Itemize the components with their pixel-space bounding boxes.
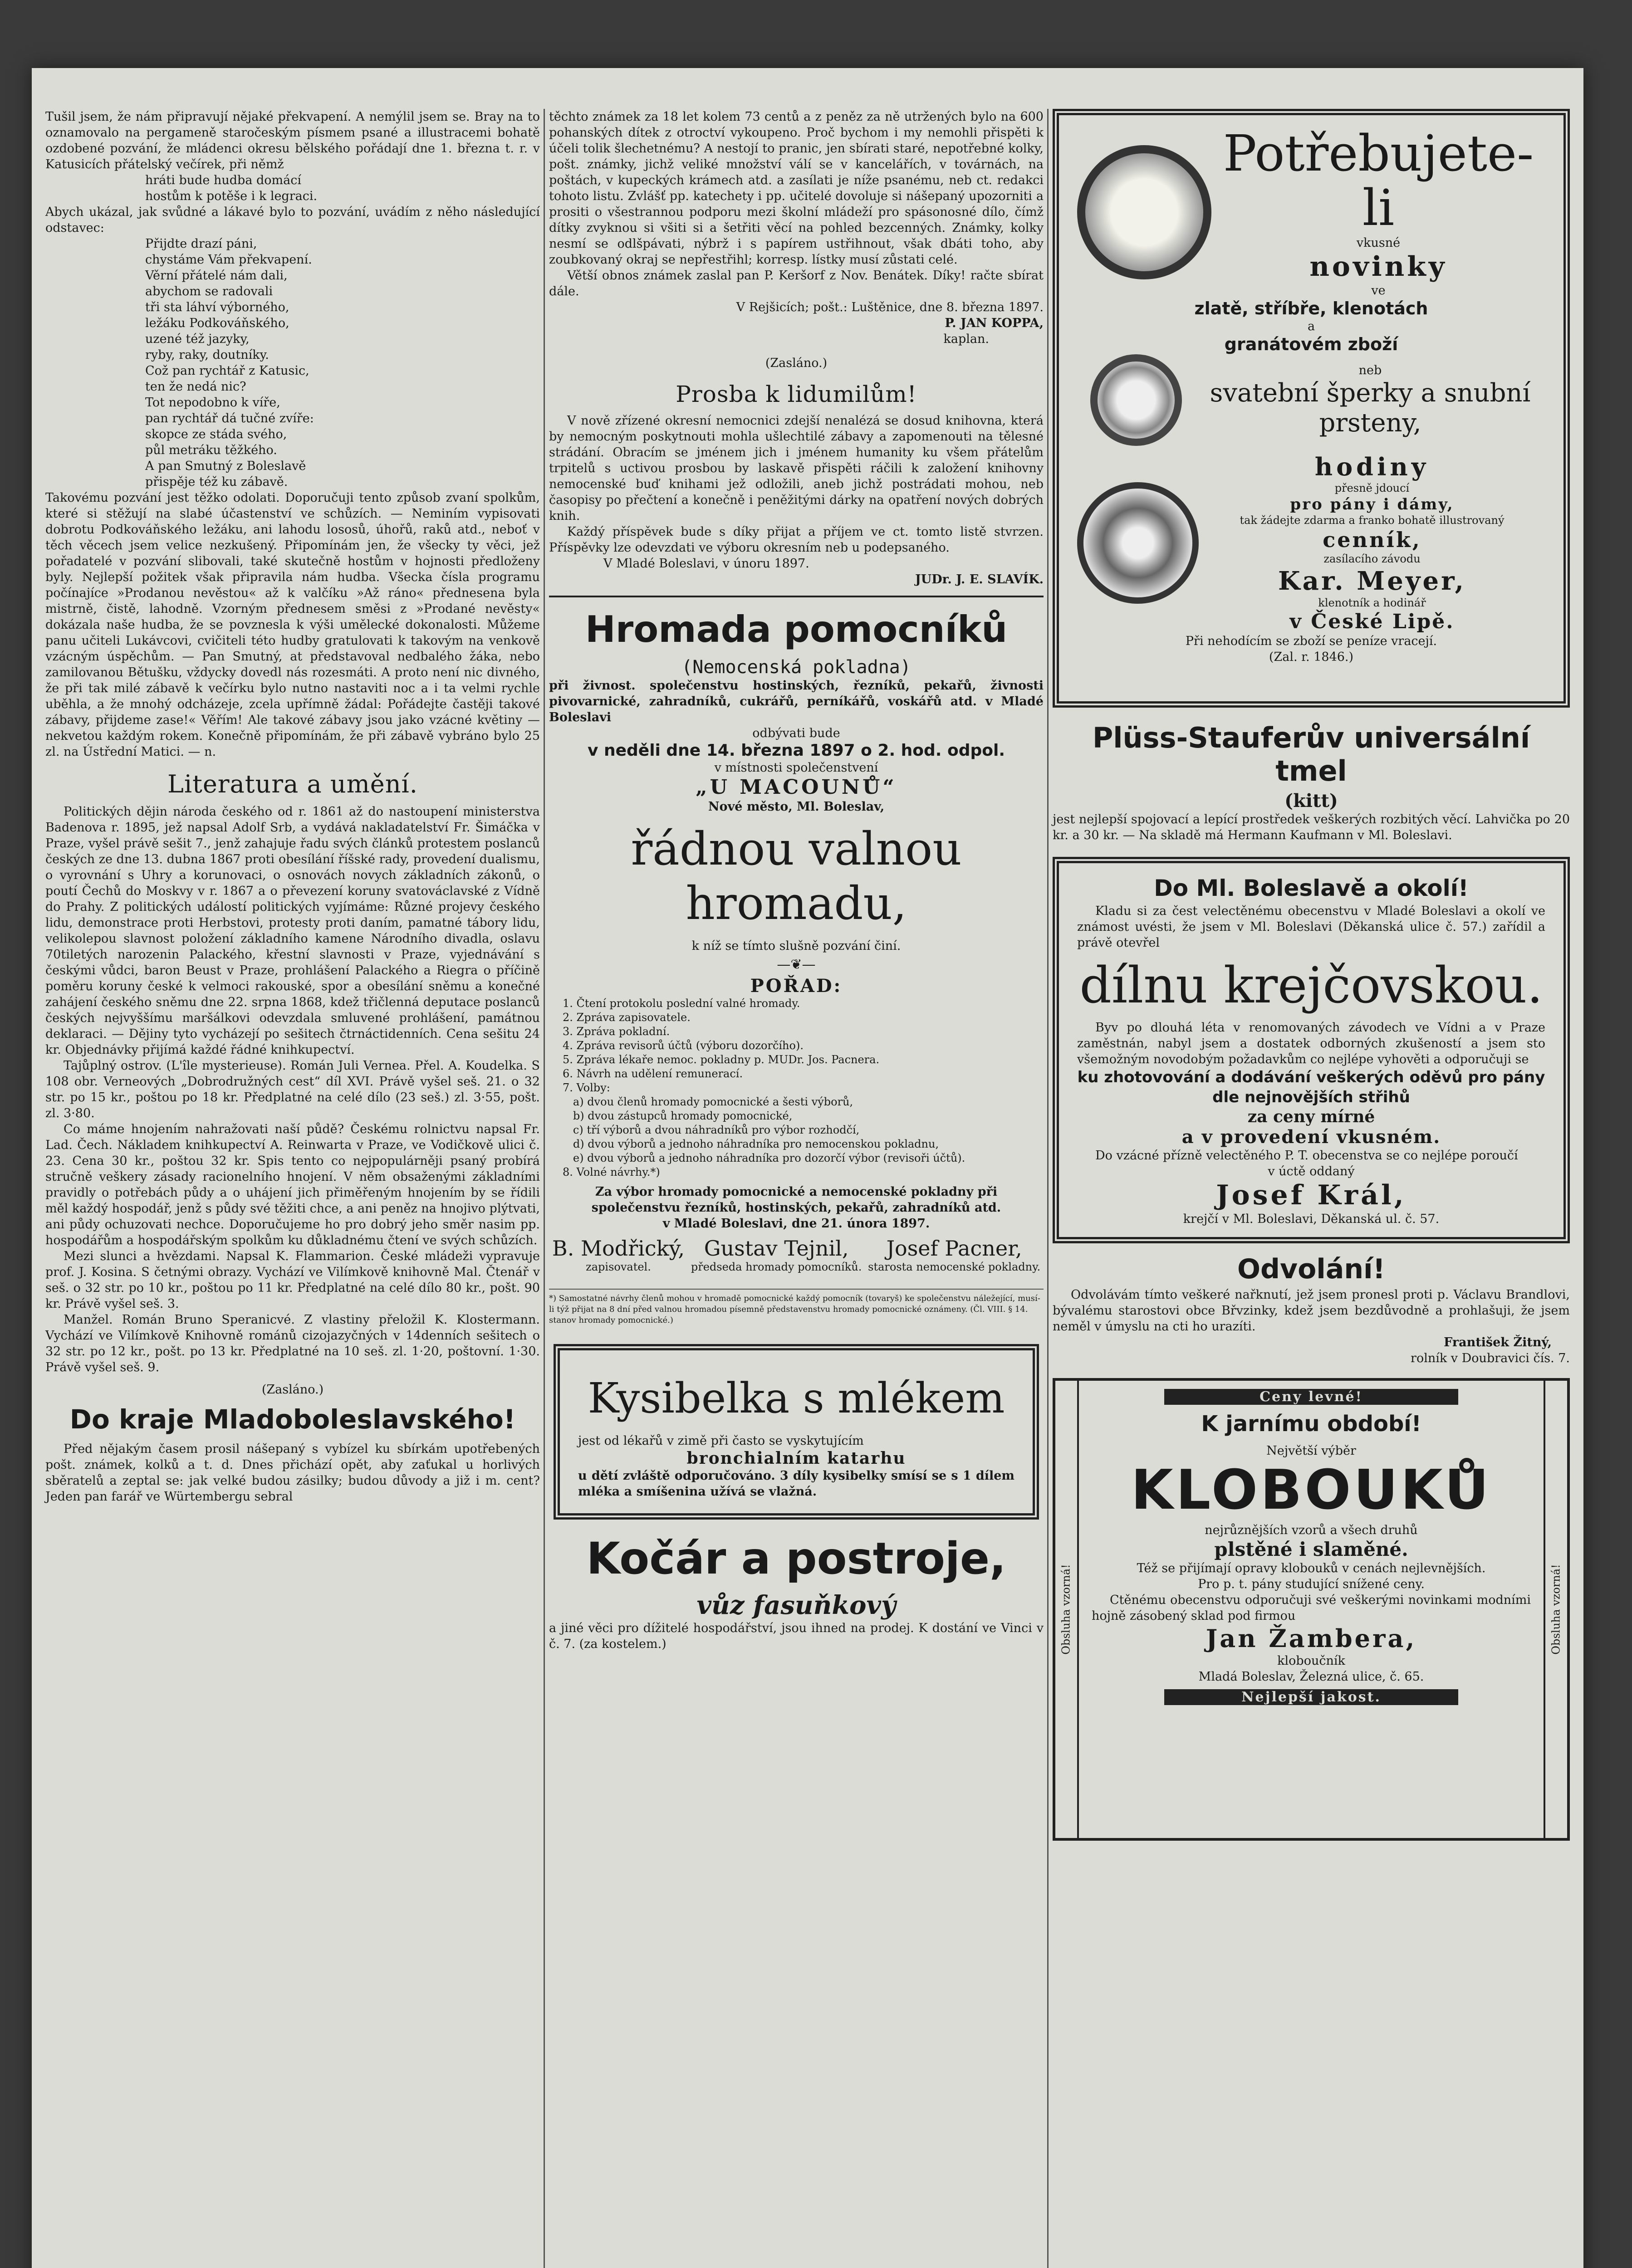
stamps-place: V Rejšicích; pošt.: Luštěnice, dne 8. března 1897.: [736, 300, 1044, 314]
literature-item: Manžel. Román Bruno Speranicvé. Z vlastiny přeložil K. Klostermann. Vychází ve Vilímkově Knihovně románů cizojazyčných v 14denních sešitech o 32 str. po 12 kr., pošt. po 13 kr. Předplatné na 10 seš. zl. 1·20, poštovní. 1·30. Právě vyšel seš. 9.: [45, 1313, 540, 1374]
hromada-misto: v místnosti společenstvení: [714, 761, 878, 775]
stamps-author-role: kaplan.: [943, 332, 989, 346]
kral-dilnu: dílnu krejčovskou.: [1079, 956, 1543, 1014]
meyer-vkusne: vkusné: [1356, 236, 1401, 250]
stamps-article: těchto známek za 18 let kolem 73 centů a z peněz za ně utržených bylo na 600 pohanských dítek z otroctví vykoupeno. Proč bychom i my nemohli přispěti k účeli tolik šlechetnému? A nestojí to pranic, jen sbírati staré, nepotřebné kolky, pošt. známky, jichž veliké množství válí se v kancelářích, v továrnách, na poštách, v kupeckých krámech atd. a zasílati je níže psanému, neb ct. redakci tohoto listu. Zvlášť pp. katechety i pp. učitelé dovoluje si nášepaný upozorniti a prositi o všestrannou podporu mezi školní mládeží pro spásonosné dílo, čímž dítky zvyknou si všiti si a šetřiti věcí na pohled bezcenných. Známky, kolky nesmí se odlšpávati, nýbrž i s papírem ustřihnout, však dbáti toho, aby zoubkovaný okraj se nepřestřihl; korresp. lístky musí zůstati celé.: [549, 110, 1044, 267]
kral-ceny: za ceny mírné: [1247, 1107, 1375, 1126]
prosba-text: V nově zřízené okresní nemocnici zdejší nenalézá se dosud knihovna, která by nemocným poskytnouti mohla ušlechtilé zábavy a zapomenouti na tělesné strádání. Obracím se jménem jich i jménem humanity ku všem přátelům trpitelů s uctivou prosbou by laskavě přispěti ráčili k založení knihovny nemocenské buď knihami jež odložili, aneb jichž postrádati mohou, neb časopisy po přečtení a konečně i peněžitými dárky na opatření nových dobrých knih.: [549, 414, 1044, 523]
literature-item: Co máme hnojením nahražovati naší půdě? Českému rolnictvu napsal Fr. Lad. Čech. Nákladem knihkupectví A. Reinwarta v Praze, ve Vodičkově ulici č. 23. Cena 30 kr., poštou 32 kr. Spis tento co nejpopulárněji psaný probírá stručně veškery zásady racionelního hnojení. V něm obsaženými základními pravidly o potřebách půdy a o uhájení jich přiměřeným hnojením by se řídili měl každý hospodář, jenž s půdy své těžiti chce, a ani peněz na hnojivo plýtvati, ani půdy ochuzovati nechce. Doporučujeme ho pro dobrý jeho směr nasim pp. hospodářům a hospodářským spolkům ku důkladnému čtení ve svých schůzích.: [45, 1122, 540, 1247]
zaslano-label: (Zasláno.): [765, 356, 828, 370]
kocar-subheading: vůz fasuňkový: [696, 1590, 896, 1620]
odvolani-address: rolník v Doubravici čís. 7.: [1411, 1351, 1570, 1365]
hromada-ad: [549, 596, 1044, 1326]
literature-item: Politických dějin národa českého od r. 1861 až do nastoupení ministerstva Badenova r. 1895, jež napsal Adolf Srb, a vydává nakladatelství Fr. Šimáčka v Praze, vyšel právě sešit 7., jenž zahajuje řadu svých článků protestem poslanců českých ze dne 13. dubna 1867 proti obesílání říšské rady, provedení dualismu, o vyrovnání s Uhry a korunovaci, o osnovách novych základních zákonů, o poutí Čechů do Moskvy v r. 1867 a o převezení koruny svatováclavské z Vídně do Prahy. Z politických událostí politických vyjímáme: Různé projevy českého lidu, demonstrace proti Herbstovi, protesty proti daním, pamatné tábory lidu, velikolepou slavnost položení základního kamene Národního divadla, oslavu 70tiletých narozenin Palackého, křestní slavnosti v Praze, vyjednávání s českými vůdci, baron Beust v Praze, prohlášení Palackého a Riegra o příčině poměru koruny české k velmoci rakouské, spor a obesílání sněmu a konečné zahájení českého sněmu dne 22. srpna 1868, kdež třičlenná deputace poslanců českých nejvyššímu maršálkovi odevzdala smluvené prohlášení, památnou deklaraci. — Dějiny tyto vycházejí po sešitech čtrnáctidenních. Cena sešitu 24 kr. Objednávky přijímá každé řádné knihkupectví.: [45, 805, 540, 1057]
meyer-hodiny: hodiny: [1314, 452, 1430, 481]
heading-prosba: Prosba k lidumilům!: [676, 381, 917, 407]
article-do-kraje: Před nějakým časem prosil nášepaný s vybízel ku sbírkám upotřebených pošt. známek, kolků a t. d. Dnes přichází opět, aby zaťukal u horlivých sběratelů a zeptal se: jak velké budou zásilky; budou důvody a již i m. cent? Jeden pan farář ve Würtembergu sebral: [45, 1442, 540, 1504]
zambera-text-2: Též se přijímají opravy klobouků v cenách nejlevnějších.: [1137, 1561, 1486, 1575]
zambera-bottom-banner: Nejlepší jakost.: [1164, 1689, 1458, 1705]
hromada-address: Nové město, Ml. Boleslav,: [708, 800, 885, 814]
newspaper-page: [32, 68, 1583, 2268]
zambera-name: Jan Žambera,: [1206, 1624, 1417, 1653]
meyer-cennik: cenník,: [1323, 528, 1421, 552]
ring-icon: [1090, 354, 1182, 446]
meyer-founded: (Zal. r. 1846.): [1269, 650, 1354, 664]
meyer-a: a: [1307, 319, 1315, 333]
kral-text-2: Byv po dlouhá léta v renomovaných závodech ve Vídni a v Praze zaměstnán, nabyl jsem a dostatek odborných zkušeností a jsem sto všemožným novodobým požadavkům co nejlépe vyhověti a odporučuji se: [1077, 1021, 1545, 1066]
column-divider: [544, 109, 545, 2268]
stamps-article-2: Větší obnos známek zaslal pan P. Keršorf z Nov. Benátek. Díky! račte sbírat dále.: [549, 269, 1044, 298]
kysibelka-heading: Kysibelka s mlékem: [588, 1374, 1005, 1422]
kocar-ad: [549, 1533, 1044, 1652]
porad-place: v Mladé Boleslavi, dne 21. února 1897.: [662, 1217, 930, 1231]
zambera-plstene: plstěné i slaměné.: [1214, 1538, 1408, 1560]
meyer-footer: Při nehodícím se zboží se peníze vracejí.: [1185, 634, 1437, 648]
signature-3: Josef Pacner, starosta nemocenské pokladny.: [868, 1236, 1041, 1273]
kral-heading: Do Ml. Boleslavě a okolí!: [1154, 875, 1469, 901]
kral-text-3: Do vzácné přízně velectěného P. T. obecenstva se co nejlépe poroučí: [1095, 1149, 1518, 1163]
kocar-text: a jiné věci pro dížitelé hospodářství, jsou ihned na prodej. K dostání ve Vinci v č. 7. (za kostelem.): [549, 1621, 1044, 1651]
meyer-top: [1077, 126, 1545, 298]
meyer-pro: pro pány i dámy,: [1290, 495, 1454, 513]
kysibelka-text-1: jest od lékařů v zimě při často se vyskytujícím: [578, 1434, 864, 1448]
odvolani-heading: Odvolání!: [1237, 1253, 1385, 1285]
literature-item: Tajůplný ostrov. (L'île mysterieuse). Román Juli Vernea. Přel. A. Koudelka. S 108 obr. Verneových „Dobrodružných cest“ díl XVI. Právě vyšel seš. 21. o 32 str. po 15 kr., poštou po 18 kr. Předplatné na celé dílo (23 seš.) zl. 3·55, pošt. zl. 3·80.: [45, 1059, 540, 1120]
article-paragraph: Abych ukázal, jak svůdné a lákavé bylo to pozvání, uvádím z něho následující odstavec:: [45, 205, 540, 235]
hromada-odbyvati: odbývati bude: [752, 726, 840, 740]
article-intro: Tušil jsem, že nám připravují nějaké překvapení. A nemýlil jsem se. Bray na to oznamovalo na pergameně staročeským písmem psané a illustracemi bohatě ozdobené pozvání, že mládenci okresu bělského pořádají dne 1. března t. r. v Katusicích přátelský večírek, při němž: [45, 110, 540, 171]
hromada-subheading: (Nemocenská pokladna): [681, 657, 911, 678]
pluss-kitt: (kitt): [1284, 790, 1338, 811]
column-left: [45, 109, 540, 1505]
kral-bold: ku zhotovování a dodávání veškerých oděvů pro pány dle nejnovějších střihů: [1077, 1068, 1545, 1106]
hromada-heading: Hromada pomocníků: [585, 608, 1008, 650]
kysibelka-text-3: u dětí zvláště odporučováno. 3 díly kysibelky smísí se s 1 dílem mléka a smíšenina užívá se vlažná.: [578, 1469, 1014, 1499]
signature-1: B. Modřický, zapisovatel.: [552, 1236, 685, 1273]
zambera-role: kloboučník: [1277, 1654, 1345, 1668]
meyer-granat: granátovém zboží: [1224, 334, 1398, 354]
meyer-neb: neb: [1358, 363, 1382, 377]
brooch-icon: [1077, 482, 1199, 604]
meyer-rings: [1077, 354, 1545, 446]
porad-items: 1. Čtení protokolu poslední valné hromady. 2. Zpráva zapisovatele. 3. Zpráva pokladní. 4. Zpráva revisorů účtů (výboru dozorčího). 5. Zpráva lékaře nemoc. pokladny p. MUDr. Jos. Pacnera. 6. Návrh na udělení remunerací. 7. Volby: a) dvou členů hromady pomocnické a šesti výborů, b) dvou zástupců hromady pomocnické, c) tří výborů a dvou náhradníků pro výbor rozhodčí, d) dvou výborů a jednoho náhradníka pro nemocenskou pokladnu, e) dvou výborů a jednoho náhradníka pro dozorčí výbor (revisoři účtů). 8. Volné návrhy.*): [563, 997, 965, 1178]
kysibelka-bronchial: bronchialním katarhu: [686, 1449, 906, 1468]
article-paragraph: Takovému pozvání jest těžko odolati. Doporučuji tento způsob zvaní spolkům, které si stěžují na slabé účastenství ve schůzích. — Neminím vypisovati dobrotu Podkováňského ležáku, ani lahodu lososů, úhořů, raků atd., neboť v těch věcech jsem velice nezkušený. Připomínám jen, že všecky ty věci, jež pořadatelé v pozvání slibovali, také skutečně hostům v hojnosti předloženy byly. Nejlepší požitek však připravila nám hudba. Všecka čísla programu počínajíce »Prodanou nevěstou« až k valčíku »Až ráno« přednesena byla mistrně, čistě, lahodně. Vzorným přednesem směsi z »Prodané nevěsty« dokázala naše hudba, že se povznesla k výši umělecké dokonalosti. Můžeme panu učiteli Lukávcovi, cvičiteli této hudby gratulovati k takovým na venkově vzácným úspěchům. — Pan Smutný, at představoval nedbalého žáka, nebo zamilovanou Bětušku, vždycky dovedl nás rozesmáti. A proto není nic divného, že při tak milé zábavě k večírku bylo nutno nastaviti noc a i ta velmi rychle uběhla, a že mnohý odcházeje, zcela upřímně žádal: Pořádejte častěji takové zábavy, přijdeme zase!« Věřím! Ale takové zábavy jsou jako vzácné květiny — nekvetou každým rokem. Konečně připomínám, že při zábavě vybráno bylo 25 zl. na Ústřední Matici. — n.: [45, 491, 540, 759]
meyer-zasil: zasílacího závodu: [1323, 552, 1421, 565]
odvolani-ad: [1053, 1253, 1570, 1366]
zambera-text-4: Ctěnému obecenstvu odporučuji své veškerými novinkami modními hojně zásobený sklad pod firmou: [1092, 1593, 1531, 1623]
signatures: [549, 1236, 1044, 1273]
kral-provedeni: a v provedení vkusném.: [1181, 1126, 1441, 1148]
footnote: *) Samostatné návrhy členů mohou v hromadě pomocnické každý pomocník (tovaryš) ke společenstvu náležející, musí-li týž přijat na 8 dní před valnou hromadou písemně představenstvu hromady pomocnické oznámeny. (Čl. VIII. § 14. stanov hromady pomocnické.): [549, 1289, 1044, 1326]
kocar-heading: Kočár a postroje,: [586, 1533, 1006, 1584]
hromada-radnou: řádnou valnou hromadu,: [631, 822, 962, 930]
meyer-name: Kar. Meyer,: [1278, 566, 1466, 596]
ornament-divider: —❦—: [777, 957, 816, 973]
zambera-jarni: K jarnímu období!: [1201, 1411, 1421, 1437]
porad-footer: Za výbor hromady pomocnické a nemocenské pokladny při společenstvu řezníků, hostinských, pekařů, zahradníků atd.: [591, 1185, 1001, 1215]
pocket-watch-icon: [1077, 145, 1211, 279]
meyer-title: Potřebujete-li: [1223, 124, 1534, 237]
kral-address: krejčí v Ml. Boleslavi, Děkanská ul. č. 57.: [1183, 1212, 1440, 1226]
meyer-ve: ve: [1371, 284, 1386, 298]
literature-item: Mezi slunci a hvězdami. Napsal K. Flammarion. České mládeži vypravuje prof. J. Kosina. S četnými obrazy. Vychází ve Vilímkově knihovně Mal. Čtenář v seš. o 32 str. po 10 kr., poštou po 11 kr. Předplatné na celé dílo 80 kr., pošt. 90 kr. Právě vyšel seš. 3.: [45, 1249, 540, 1311]
zambera-address: Mladá Boleslav, Železná ulice, č. 65.: [1198, 1670, 1424, 1684]
prosba-place: V Mladé Boleslavi, v únoru 1897.: [603, 557, 809, 571]
pluss-heading: Plüss-Stauferův universální tmel: [1092, 721, 1530, 787]
meyer-ad: [1053, 109, 1570, 708]
column-middle: [549, 109, 1044, 1652]
kral-text-1: Kladu si za čest velectěnému obecenstvu v Mladé Boleslavi a okolí ve známost uvésti, že jsem v Ml. Boleslavi (Děkanská ulice č. 57.) zařídil a právě otevřel: [1077, 904, 1545, 950]
zambera-text-3: Pro p. t. pány studující snížené ceny.: [1198, 1577, 1425, 1591]
hromada-venue: „U MACOUNŮ“: [696, 776, 897, 799]
stamps-author: P. JAN KOPPA,: [945, 316, 1044, 330]
poem-verse-2: Přijdte drazí páni, chystáme Vám překvapení. Věrní přátelé nám dali, abychom se radovali tři sta láhví výborného, ležáku Podkováňského, uzené též jazyky, ryby, raky, doutníky. Což pan rychtář z Katusic, ten že nedá nic? Tot nepodobno k víře, pan rychtář dá tučné zvíře: skopce ze stáda svého, půl metráku těžkého. A pan Smutný z Boleslavě přispěje též ku zábavě.: [145, 237, 314, 489]
meyer-city: v České Lipě.: [1289, 610, 1455, 633]
pluss-text: jest nejlepší spojovací a lepící prostředek veškerých rozbitých věcí. Lahvička po 20 kr. a 30 kr. — Na skladě má Hermann Kaufmann v Ml. Boleslavi.: [1053, 812, 1570, 842]
section-heading-literature: Literatura a umění.: [167, 770, 418, 798]
zaslano-label: (Zasláno.): [261, 1383, 324, 1397]
hromada-intro: při živnost. společenstvu hostinských, řezníků, pekařů, živnosti pivovarnické, zahradníků, cukrářů, perníkářů, voskářů atd. v Mladé Boleslavi: [549, 679, 1044, 724]
meyer-zlate: zlatě, stříbře, klenotách: [1194, 298, 1428, 318]
zambera-side-strip: Obsluha vzorná!: [1055, 1381, 1079, 1838]
meyer-novinky: novinky: [1309, 251, 1447, 283]
column-divider: [1047, 109, 1049, 2268]
prosba-author: JUDr. J. E. SLAVÍK.: [915, 572, 1044, 587]
hromada-date: v neděli dne 14. března 1897 o 2. hod. odpol.: [587, 741, 1005, 760]
poem-verse-1: hráti bude hudba domácí hostům k potěše i k legraci.: [145, 173, 318, 203]
zambera-side-strip-right: Obsluha vzorná!: [1544, 1381, 1567, 1838]
odvolani-name: František Žitný,: [1444, 1335, 1552, 1349]
zambera-klobouku: KLOBOUKŮ: [1131, 1459, 1492, 1522]
meyer-klenotnik: klenotník a hodinář: [1318, 596, 1426, 609]
column-right: [1053, 109, 1570, 1841]
kral-ucte: v úctě oddaný: [1268, 1164, 1355, 1178]
odvolani-text: Odvolávám tímto veškeré nařknutí, jež jsem pronesl proti p. Václavu Brandlovi, bývalému starostovi obce Břvzinky, kdež jsem bezdůvodně a prohlašuji, že jsem neměl v úmyslu na cti ho urazíti.: [1053, 1288, 1570, 1334]
meyer-bottom: [1077, 452, 1545, 633]
meyer-tak: tak žádejte zdarma a franko bohatě illustrovaný: [1240, 514, 1505, 527]
prosba-text-2: Každý příspěvek bude s díky přijat a příjem ve ct. tomto listě stvrzen. Příspěvky lze odevzdati ve výboru okresním neb u podepsaného.: [549, 525, 1044, 555]
signature-2: Gustav Tejnil, předseda hromady pomocníků.: [691, 1236, 862, 1273]
zambera-top-banner: Ceny levné!: [1164, 1389, 1458, 1405]
porad-heading: POŘAD:: [750, 975, 843, 997]
kysibelka-ad: [554, 1344, 1039, 1520]
zambera-ad: [1053, 1378, 1570, 1841]
kral-ad: [1053, 857, 1570, 1243]
hromada-invite: k níž se tímto slušně pozvání činí.: [691, 939, 901, 953]
heading-do-kraje: Do kraje Mladoboleslavského!: [69, 1404, 516, 1435]
kral-name: Josef Král,: [1216, 1179, 1407, 1211]
pluss-ad: [1053, 721, 1570, 843]
meyer-presne: přesně jdoucí: [1334, 482, 1410, 494]
meyer-svatebni: svatební šperky a snubní prsteny,: [1210, 378, 1531, 438]
zambera-text-1: nejrůznějších vzorů a všech druhů: [1205, 1523, 1418, 1537]
zambera-vyber: Největší výběr: [1266, 1444, 1356, 1458]
